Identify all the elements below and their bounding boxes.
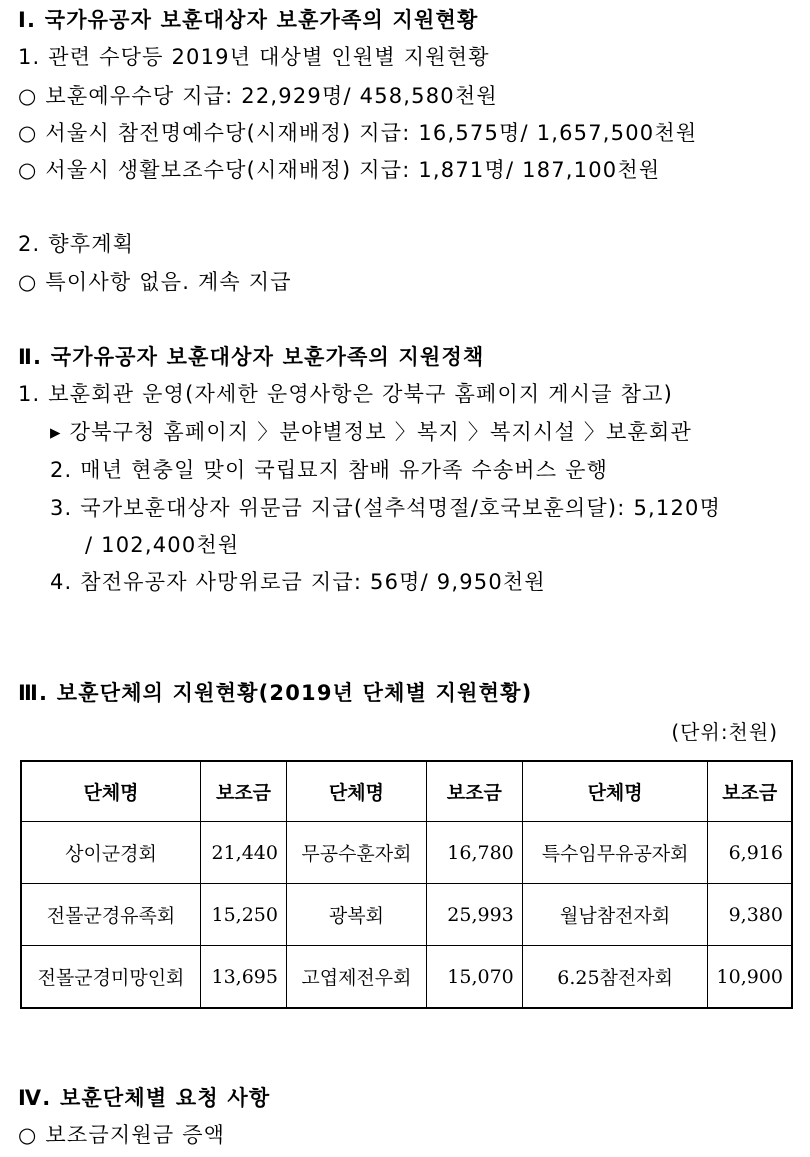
column-header: 단체명 [522,761,708,822]
organization-name: 고엽제전우회 [286,946,426,1009]
subsidy-amount: 21,440 [201,822,287,884]
section-4-title: Ⅳ. 보훈단체별 요청 사항 [18,1086,271,1110]
organization-name: 6.25참전자회 [522,946,708,1009]
subsidy-amount: 13,695 [201,946,287,1009]
section-1-sub-2: 2. 향후계획 [18,232,135,256]
organization-name: 무공수훈자회 [286,822,426,884]
section-1-sub-1: 1. 관련 수당등 2019년 대상별 인원별 지원현황 [18,45,490,69]
allowance-item: ○ 서울시 참전명예수당(시재배정) 지급: 16,575명/ 1,657,500천원 [18,121,698,145]
table-row [21,884,792,946]
allowance-item: ○ 서울시 생활보조수당(시재배정) 지급: 1,871명/ 187,100천원 [18,158,661,182]
column-header: 보조금 [708,761,792,822]
subsidy-amount: 16,780 [426,822,522,884]
organization-subsidy-table [20,760,793,1009]
policy-item-3: 3. 국가보훈대상자 위문금 지급(설추석명절/호국보훈의달): 5,120명 [50,496,722,520]
policy-item-3-cont: / 102,400천원 [85,533,240,557]
column-header: 단체명 [286,761,426,822]
subsidy-amount: 10,900 [708,946,792,1009]
subsidy-amount: 6,916 [708,822,792,884]
organization-name: 상이군경회 [21,822,201,884]
subsidy-amount: 9,380 [708,884,792,946]
policy-item-4: 4. 참전유공자 사망위로금 지급: 56명/ 9,950천원 [50,570,546,594]
column-header: 보조금 [201,761,287,822]
section-3-title: Ⅲ. 보훈단체의 지원현황(2019년 단체별 지원현황) [18,681,533,705]
subsidy-amount: 15,250 [201,884,287,946]
homepage-nav-path: ▸ 강북구청 홈페이지 〉분야별정보 〉복지 〉복지시설 〉보훈회관 [50,420,692,444]
plan-item: ○ 특이사항 없음. 계속 지급 [18,270,292,294]
section-2-title: Ⅱ. 국가유공자 보훈대상자 보훈가족의 지원정책 [18,345,485,369]
column-header: 보조금 [426,761,522,822]
subsidy-amount: 15,070 [426,946,522,1009]
table-row [21,946,792,1009]
organization-name: 월남참전자회 [522,884,708,946]
table-row [21,822,792,884]
organization-name: 광복회 [286,884,426,946]
organization-name: 특수임무유공자회 [522,822,708,884]
section-1-title: Ⅰ. 국가유공자 보훈대상자 보훈가족의 지원현황 [18,8,479,32]
request-item: ○ 보조금지원금 증액 [18,1123,226,1147]
organization-name: 전몰군경유족회 [21,884,201,946]
unit-label: (단위:천원) [671,720,778,744]
table-header-row [21,761,792,822]
allowance-item: ○ 보훈예우수당 지급: 22,929명/ 458,580천원 [18,84,498,108]
policy-item-2: 2. 매년 현충일 맞이 국립묘지 참배 유가족 수송버스 운행 [50,458,609,482]
section-2-sub-1: 1. 보훈회관 운영(자세한 운영사항은 강북구 홈페이지 게시글 참고) [18,382,673,406]
column-header: 단체명 [21,761,201,822]
organization-name: 전몰군경미망인회 [21,946,201,1009]
subsidy-amount: 25,993 [426,884,522,946]
